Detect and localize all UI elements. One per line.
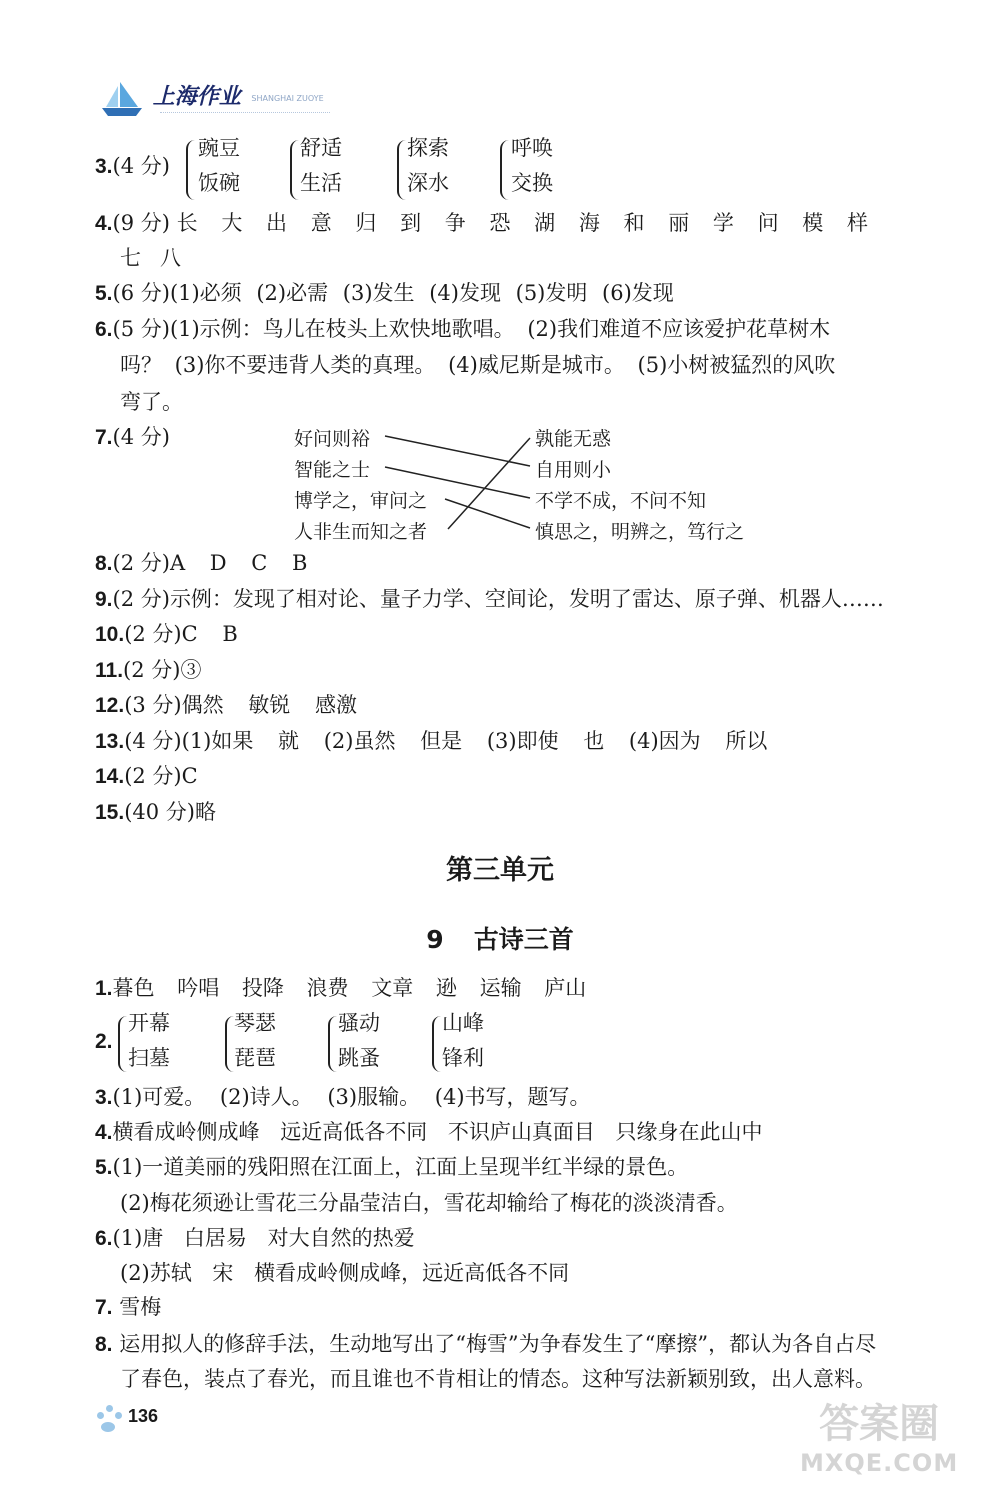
matching-lines xyxy=(0,0,1000,560)
match-right-4: 慎思之，明辨之，笃行之 xyxy=(535,521,745,543)
s1-q6-line1: 6.(5 分)(1)示例：鸟儿在枝头上欢快地歌唱。 (2)我们难道不应该爱护花草树木 xyxy=(95,317,831,341)
watermark-logo: 答案圈 xyxy=(819,1401,940,1447)
s2-q5-line2: (2)梅花须逊让雪花三分晶莹洁白，雪花却输给了梅花的淡淡清香。 xyxy=(120,1191,738,1215)
s1-q9: 9.(2 分)示例：发现了相对论、量子力学、空间论，发明了雷达、原子弹、机器人…… xyxy=(95,587,884,611)
unit-title: 第三单元 xyxy=(446,855,554,886)
header-logo-text: 上海作业 xyxy=(152,84,241,110)
s1-q6-line2: 吗？ (3)你不要违背人类的真理。 (4)威尼斯是城市。 (5)小树被猛烈的风吹 xyxy=(120,353,836,377)
match-right-3: 不学不成，不问不知 xyxy=(535,490,707,512)
s1-q12: 12.(3 分)偶然 敏锐 感激 xyxy=(95,693,357,717)
s1-q8: 8.(2 分)A D C B xyxy=(95,551,308,575)
header-logo-subtext: SHANGHAI ZUOYE xyxy=(251,93,324,103)
s1-q7-label: 7.(4 分) xyxy=(95,425,170,449)
watermark xyxy=(800,1392,958,1477)
match-left-2: 智能之士 xyxy=(294,459,371,481)
match-left-1: 好问则裕 xyxy=(294,428,371,450)
s1-q3-group-1: 豌豆 饭碗 xyxy=(198,136,240,195)
s1-q11: 11.(2 分)③ xyxy=(95,658,202,682)
s1-q3-label: 3.(4 分) xyxy=(95,154,170,178)
s2-q4: 4.横看成岭侧成峰 远近高低各不同 不识庐山真面目 只缘身在此山中 xyxy=(95,1120,763,1144)
s1-q3-group-2: 舒适 生活 xyxy=(300,136,342,195)
s1-q10: 10.(2 分)C B xyxy=(95,622,238,646)
s2-q5-line1: 5.(1)一道美丽的残阳照在江面上，江面上呈现半红半绿的景色。 xyxy=(95,1155,689,1179)
s1-q4: 4.(9 分) 长 大 出 意 归 到 争 恐 湖 海 和 丽 学 问 模 样 xyxy=(95,208,925,238)
s1-q13: 13.(4 分)(1)如果 就 (2)虽然 但是 (3)即使 也 (4)因为 所以 xyxy=(95,729,768,753)
lesson-title: 9 古诗三首 xyxy=(426,925,574,954)
s2-q1: 1.暮色 吟唱 投降 浪费 文章 逊 运输 庐山 xyxy=(95,976,587,1000)
match-right-2: 自用则小 xyxy=(535,459,612,481)
s2-q2-group-3: 骚动 跳蚤 xyxy=(338,1011,380,1070)
s1-q3-group-4: 呼唤 交换 xyxy=(511,136,553,195)
s1-q6-line3: 弯了。 xyxy=(120,390,183,414)
s1-q5: 5.(6 分)(1)必须 (2)必需 (3)发生 (4)发现 (5)发明 (6)发现 xyxy=(95,281,674,305)
s2-q2-num: 2. xyxy=(95,1030,113,1053)
s2-q8-line1: 8. 运用拟人的修辞手法，生动地写出了“梅雪”为争春发生了“摩擦”，都认为各自占尽 xyxy=(95,1332,877,1356)
s2-q6-line2: (2)苏轼 宋 横看成岭侧成峰，远近高低各不同 xyxy=(120,1261,570,1285)
page-number: 136 xyxy=(128,1406,159,1426)
match-right-1: 孰能无惑 xyxy=(535,428,612,450)
s1-q15: 15.(40 分)略 xyxy=(95,800,216,824)
match-left-3: 博学之，审问之 xyxy=(294,490,428,512)
s2-q6-line1: 6.(1)唐 白居易 对大自然的热爱 xyxy=(95,1226,415,1250)
s1-q4-words: 长 大 出 意 归 到 争 恐 湖 海 和 丽 学 问 模 样 xyxy=(176,211,868,235)
s2-q8-line2: 了春色，装点了春光，而且谁也不肯相让的情态。这种写法新颖别致，出人意料。 xyxy=(120,1367,876,1391)
s1-q14: 14.(2 分)C xyxy=(95,764,198,788)
match-left-4: 人非生而知之者 xyxy=(294,521,428,543)
s1-q3-group-3: 探索 深水 xyxy=(407,136,449,195)
s1-q4-cont: 七 八 xyxy=(120,246,181,270)
s2-q3: 3.(1)可爱。 (2)诗人。 (3)服输。 (4)书写，题写。 xyxy=(95,1085,591,1109)
s2-q7: 7. 雪梅 xyxy=(95,1295,162,1319)
s2-q2-group-1: 开幕 扫墓 xyxy=(128,1011,170,1070)
s2-q2-group-4: 山峰 锋利 xyxy=(442,1011,484,1070)
watermark-url: MXQE.COM xyxy=(800,1449,959,1477)
s2-q2-group-2: 琴瑟 琵琶 xyxy=(234,1011,276,1070)
